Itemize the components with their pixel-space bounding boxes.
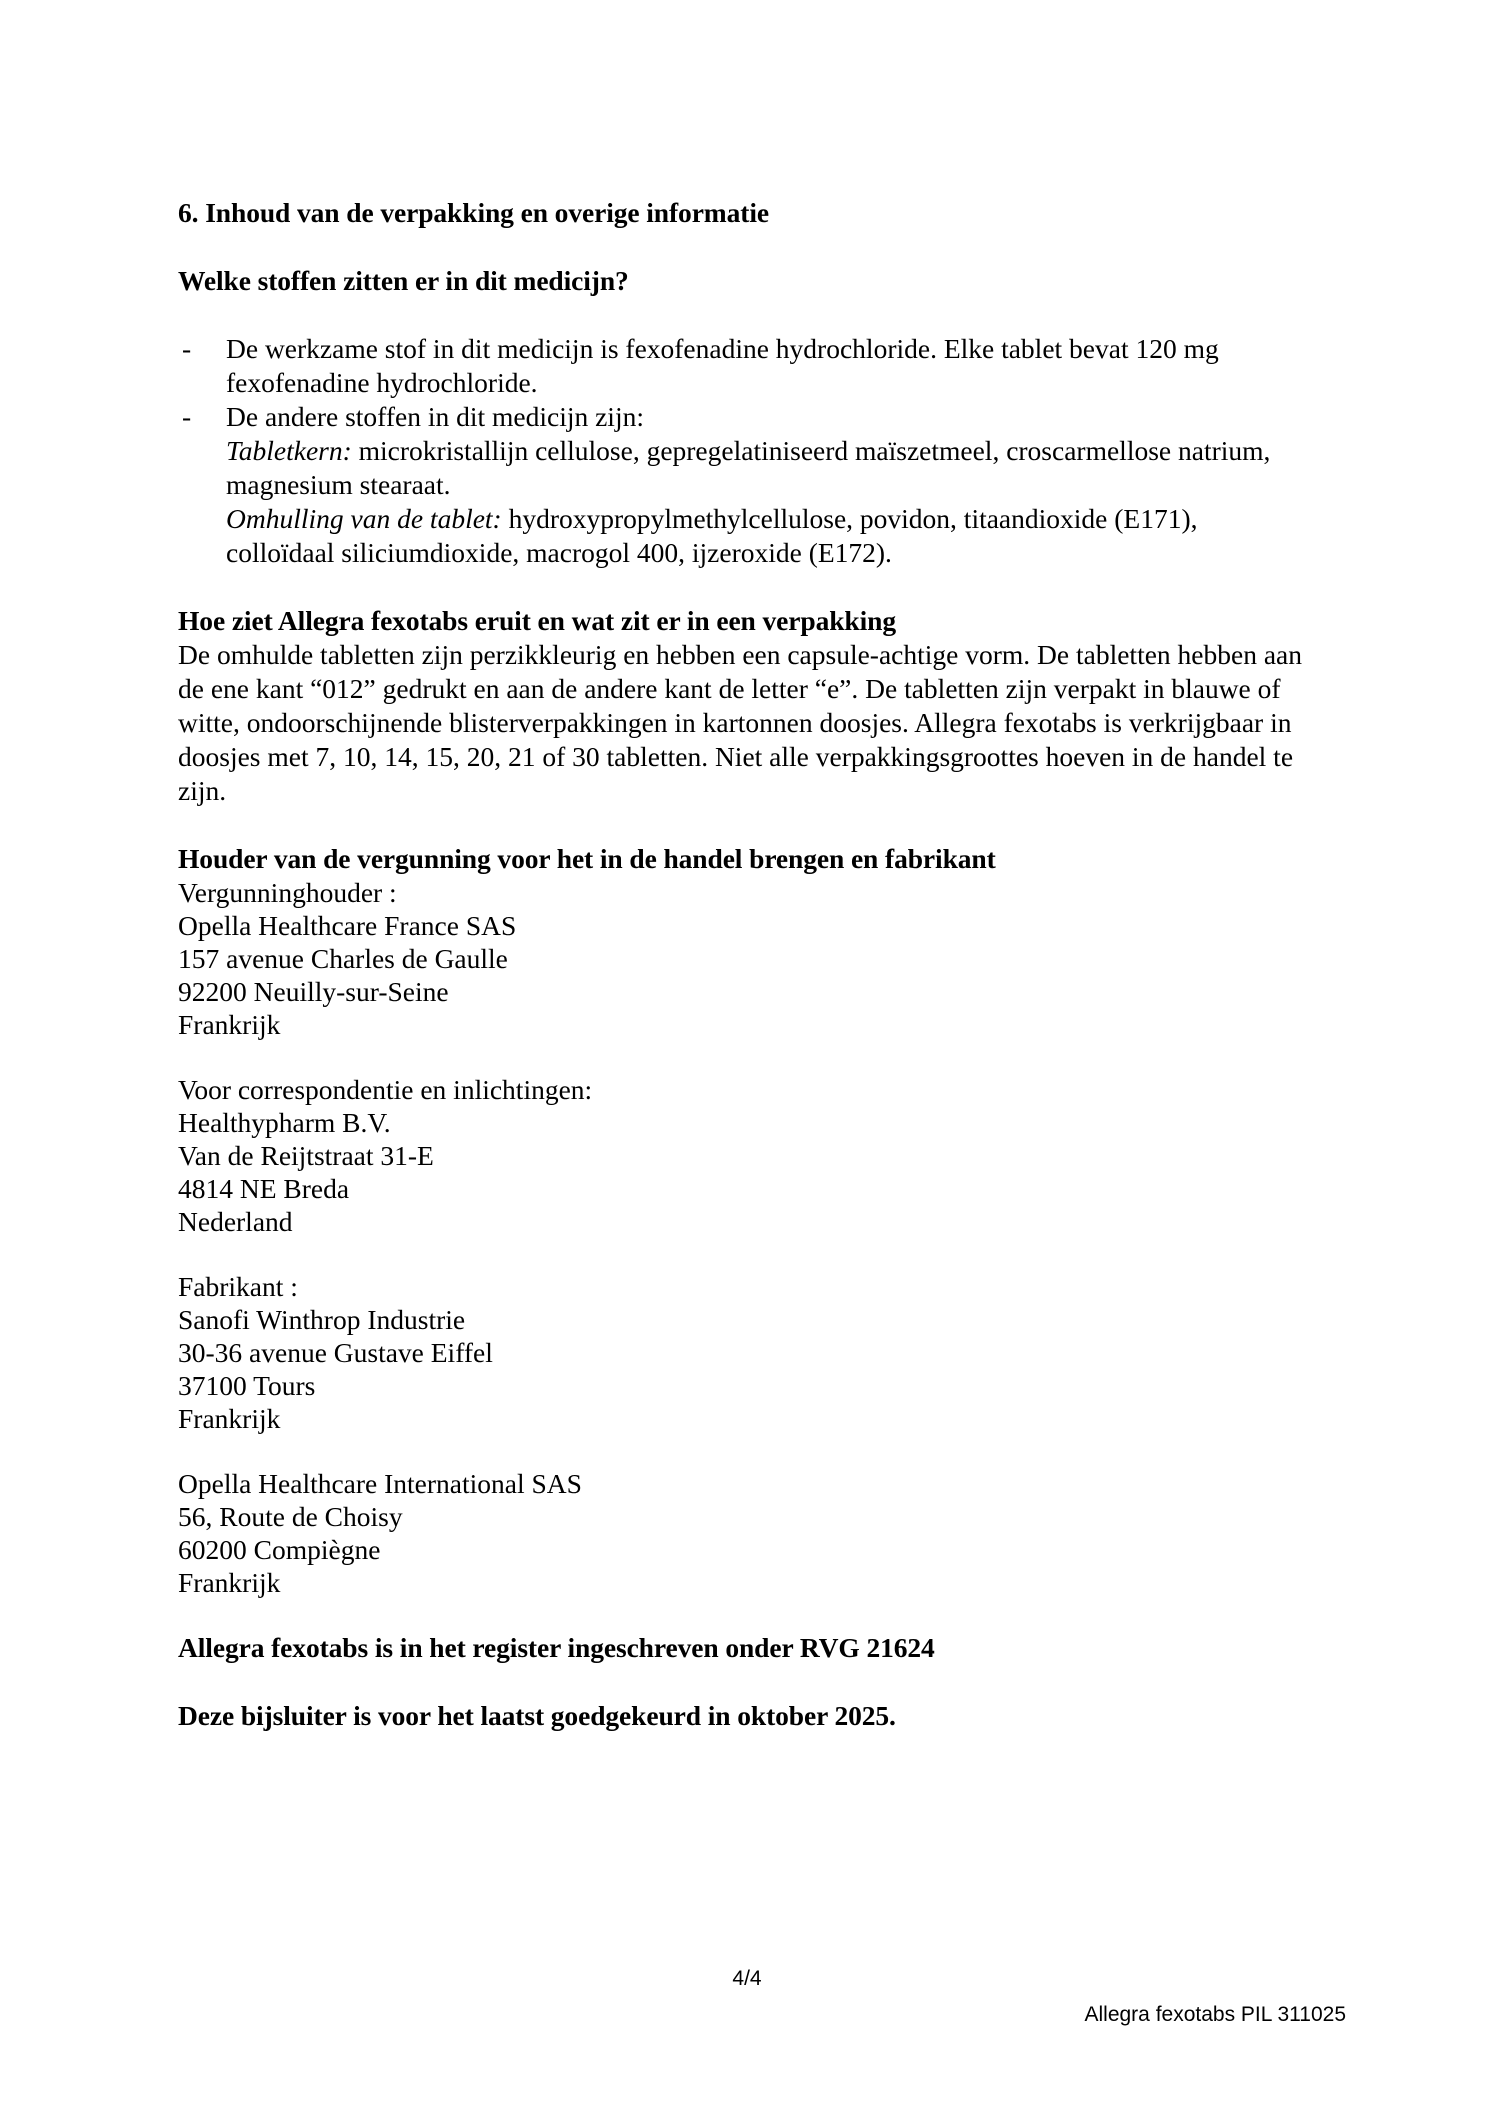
address-line: Vergunninghouder :	[178, 877, 397, 908]
sub-entry-omhulling	[226, 502, 1308, 570]
address-line: 30-36 avenue Gustave Eiffel	[178, 1337, 493, 1368]
address-line: Frankrijk	[178, 1567, 281, 1598]
appearance-heading: Hoe ziet Allegra fexotabs eruit en wat zit er in een verpakking	[178, 605, 896, 636]
sub-entry-tabletkern	[226, 434, 1308, 502]
spacer	[178, 1599, 1308, 1631]
spacer	[178, 1238, 1308, 1270]
sub-entry-value: microkristallijn cellulose, gepregelatiniseerd maïszetmeel, croscarmellose natrium, magnesium stearaat.	[226, 435, 1271, 500]
spacer	[178, 298, 1308, 332]
address-line: 56, Route de Choisy	[178, 1501, 403, 1532]
address-line: 157 avenue Charles de Gaulle	[178, 943, 508, 974]
address-line: Frankrijk	[178, 1009, 281, 1040]
ingredients-heading: Welke stoffen zitten er in dit medicijn?	[178, 265, 629, 296]
address-line: Fabrikant :	[178, 1271, 298, 1302]
bullet-dash-icon: -	[182, 401, 192, 432]
address-line: 4814 NE Breda	[178, 1173, 350, 1204]
page-content	[178, 196, 1308, 1733]
address-block-manufacturer	[178, 1270, 1308, 1435]
registration-number: Allegra fexotabs is in het register ingeschreven onder RVG 21624	[178, 1632, 935, 1663]
address-block-correspondence	[178, 1073, 1308, 1238]
address-line: Frankrijk	[178, 1403, 281, 1434]
address-line: Healthypharm B.V.	[178, 1107, 391, 1138]
marketing-heading: Houder van de vergunning voor het in de handel brengen en fabrikant	[178, 843, 996, 874]
spacer	[178, 1041, 1308, 1073]
address-line: Van de Reijtstraat 31-E	[178, 1140, 434, 1171]
spacer	[178, 1435, 1308, 1467]
sub-entry-label: Omhulling van de tablet:	[226, 503, 502, 534]
ingredients-list	[178, 332, 1308, 570]
address-line: Nederland	[178, 1206, 293, 1237]
spacer	[178, 808, 1308, 842]
address-block-manufacturer-secondary	[178, 1467, 1308, 1599]
address-line: Sanofi Winthrop Industrie	[178, 1304, 466, 1335]
list-item	[178, 400, 1308, 570]
address-line: Opella Healthcare France SAS	[178, 910, 517, 941]
appearance-body: De omhulde tabletten zijn perzikkleurig en hebben een capsule-achtige vorm. De tabletten hebben aan de ene kant “012” gedrukt en aan de andere kant de letter “e”. De tabletten zijn verpakt in blauwe of witte, ondoorschijnende blisterverpakkingen in kartonnen doosjes. Allegra fexotabs is verkrijgbaar in doosjes met 7, 10, 14, 15, 20, 21 of 30 tabletten. Niet alle verpakkingsgroottes hoeven in de handel te zijn.	[178, 639, 1302, 806]
address-line: 92200 Neuilly-sur-Seine	[178, 976, 449, 1007]
address-line: 37100 Tours	[178, 1370, 316, 1401]
page-number: 4/4	[732, 1967, 762, 1990]
section-heading: 6. Inhoud van de verpakking en overige informatie	[178, 197, 769, 228]
list-item-text: De andere stoffen in dit medicijn zijn:	[226, 401, 644, 432]
address-line: 60200 Compiègne	[178, 1534, 381, 1565]
document-reference-footer: Allegra fexotabs PIL 311025	[1084, 2003, 1346, 2026]
spacer	[178, 230, 1308, 264]
address-block-licence-holder	[178, 876, 1308, 1041]
sub-entry-value: hydroxypropylmethylcellulose, povidon, titaandioxide (E171), colloïdaal siliciumdioxide, macrogol 400, ijzeroxide (E172).	[226, 503, 1198, 568]
address-line: Opella Healthcare International SAS	[178, 1468, 582, 1499]
approval-date: Deze bijsluiter is voor het laatst goedgekeurd in oktober 2025.	[178, 1700, 896, 1731]
sub-entry-label: Tabletkern:	[226, 435, 352, 466]
list-item-text: De werkzame stof in dit medicijn is fexofenadine hydrochloride. Elke tablet bevat 120 mg fexofenadine hydrochloride.	[226, 333, 1219, 398]
bullet-dash-icon: -	[182, 333, 192, 364]
address-line: Voor correspondentie en inlichtingen:	[178, 1074, 593, 1105]
spacer	[178, 1665, 1308, 1699]
spacer	[178, 570, 1308, 604]
list-item	[178, 332, 1308, 400]
